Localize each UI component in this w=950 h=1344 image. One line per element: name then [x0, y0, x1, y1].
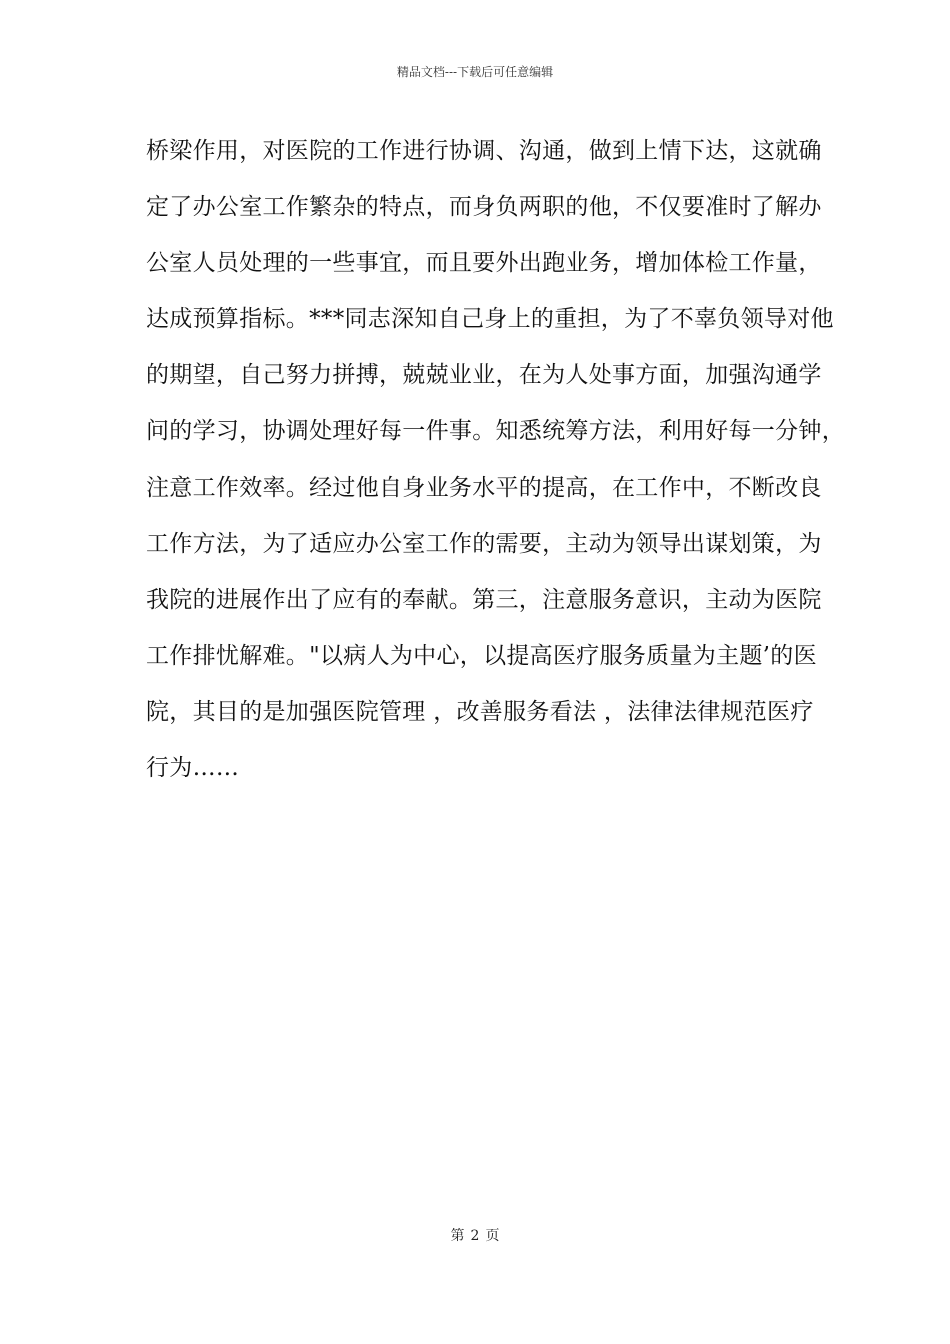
body-line: 工作方法，为了适应办公室工作的需要，主动为领导出谋划策，为 [146, 530, 822, 557]
body-line: 公室人员处理的一些事宜，而且要外出跑业务，增加体检工作量， [146, 250, 822, 277]
body-line: 我院的进展作出了应有的奉献。第三，注意服务意识，主动为医院 [146, 586, 822, 613]
page-footer [0, 1226, 950, 1246]
body-line: 行为…… [146, 755, 240, 782]
page-suffix: 页 [485, 1228, 500, 1244]
body-line: 的期望，自己努力拼搏，兢兢业业，在为人处事方面，加强沟通学 [146, 362, 822, 389]
body-line: 问的学习，协调处理好每一件事。知悉统筹方法，利用好每一分钟， [146, 418, 845, 445]
body-line: 院，其目的是加强医院管理 ，改善服务看法 ，法律法律规范医疗 [146, 698, 814, 725]
page-header: 精品文档---下载后可任意编辑 [396, 65, 554, 79]
body-line: 工作排忧解难。"以病人为中心，以提高医疗服务质量为主题’的医 [146, 642, 817, 669]
page-number: 2 [470, 1228, 480, 1244]
document-body [146, 128, 845, 801]
body-line: 定了办公室工作繁杂的特点，而身负两职的他，不仅要准时了解办 [146, 194, 822, 221]
body-line: 达成预算指标。***同志深知自己身上的重担，为了不辜负领导对他 [146, 306, 834, 333]
body-line: 桥梁作用，对医院的工作进行协调、沟通，做到上情下达，这就确 [146, 138, 822, 164]
body-line: 注意工作效率。经过他自身业务水平的提高，在工作中，不断改良 [146, 474, 822, 501]
page-prefix: 第 [450, 1228, 465, 1244]
